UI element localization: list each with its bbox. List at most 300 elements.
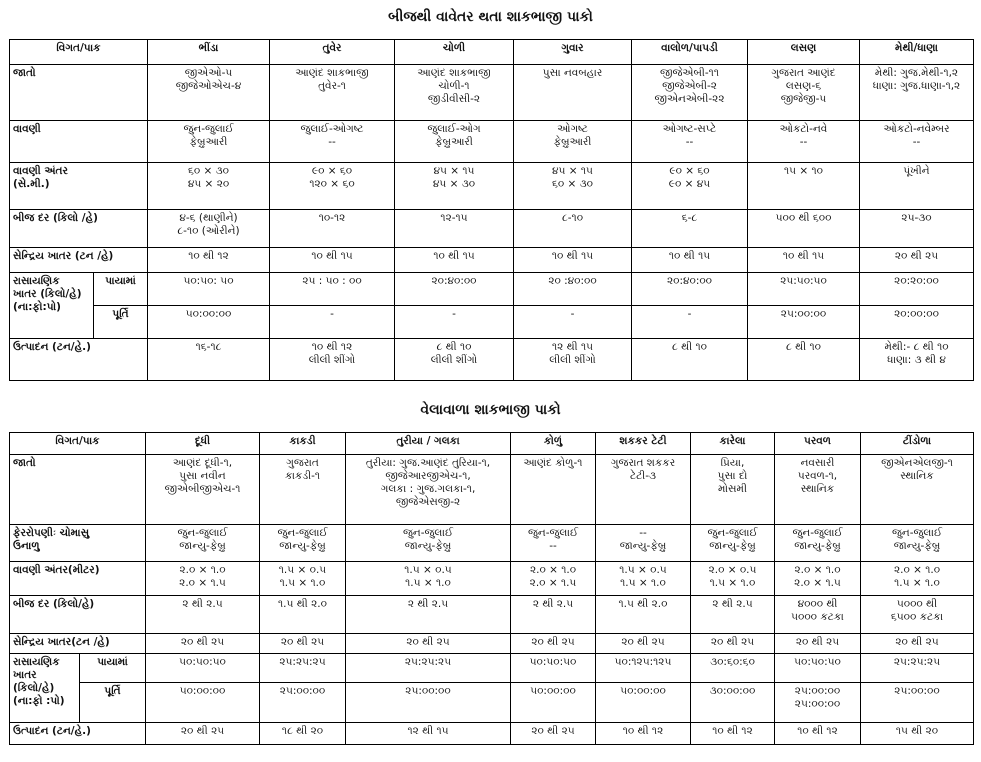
cell-line: જુન-જુલાઈ (277, 527, 328, 539)
cell-line: ૨૦ થી ૨૫ (894, 250, 939, 262)
cell-line: ૪૫ × ૧૫ (433, 165, 475, 177)
cell-line: ૨૫:૫૦:૫૦ (780, 275, 827, 287)
table-cell (270, 273, 395, 306)
table-cell (748, 65, 860, 121)
cell-line: ૧૦ થી ૧૨ (712, 725, 753, 737)
cell-line: -- (912, 136, 921, 148)
cell-line: ૫૦:૫૦: ૫૦ (183, 275, 234, 287)
cell-line: ૧૦ થી ૧૫ (551, 250, 594, 262)
cell-line: તુરીયા: ગુજ.આણંદ તુરિયા-૧, (365, 457, 491, 469)
cell-line: આણંદ દૂધી-૧, (172, 457, 233, 469)
table1-header-label: વિગત/પાક (10, 40, 148, 65)
cell-line: ઉનાળુ (13, 540, 40, 552)
table-cell (861, 455, 974, 525)
row-label: જાતો (10, 455, 146, 525)
cell-line: ગુજરાત શકકર (610, 457, 676, 469)
crop-header: મેથી/ધાણા (860, 40, 974, 65)
cell-line: મોસમી (718, 483, 747, 495)
table-cell (146, 562, 260, 596)
cell-line: જુન-જુલાઈ (527, 527, 579, 539)
cell-line: ૨૫:૨૫:૨૫ (404, 656, 452, 668)
sub-label: પૂર્તિ (80, 683, 146, 723)
table-cell (260, 455, 346, 525)
cell-line: ૨૦:૪૦:૦૦ (666, 275, 713, 287)
cell-line: સ્થાનિક (800, 483, 835, 495)
table-cell (146, 455, 260, 525)
cell-line: ૧૫ × ૧૦ (784, 165, 823, 177)
table-cell (146, 683, 260, 723)
cell-line: જુન-જુલાઈ (177, 527, 228, 539)
sub-label: પાયામાં (94, 273, 148, 306)
cell-line: મેથી:- ૮ થી ૧૦ (884, 341, 949, 353)
crop-header: વાલોળ/પાપડી (632, 40, 748, 65)
table-cell (395, 65, 514, 121)
table-cell (861, 634, 974, 654)
crop-header: તુરીયા / ગલકા (346, 433, 511, 455)
cell-line: જીએનએબી-૨૨ (654, 93, 725, 105)
table-cell (148, 121, 270, 163)
table-cell (346, 455, 511, 525)
cell-line: ૪૫ × ૩૦ (432, 178, 476, 190)
cell-line: ૯૦ × ૬૦ (311, 165, 353, 177)
table-cell (146, 525, 260, 562)
table-cell (270, 65, 395, 121)
cell-line: ૫૦૦ થી ૬૦૦ (775, 212, 832, 224)
table2-row-spacing (10, 562, 974, 596)
cell-line: ૧.૫ × ૦.૫ (278, 564, 327, 576)
sub-label: પૂર્તિ (94, 306, 148, 339)
table-cell (511, 455, 596, 525)
cell-line: લીલી શીંગો (308, 354, 356, 366)
table-cell (148, 339, 270, 381)
cell-line: ૧૬-૧૮ (195, 341, 222, 353)
table-cell (514, 163, 632, 210)
table2-header-label: વિગત/પાક (10, 433, 146, 455)
cell-line: ૩૦:૬૦:૬૦ (710, 656, 755, 668)
cell-line: ૫૦:૫૦:૫૦ (179, 656, 226, 668)
cell-line: ૧૦ થી ૧૫ (433, 250, 475, 262)
table-cell (514, 339, 632, 381)
table-cell (260, 654, 346, 683)
cell-line: ૯૦ × ૪૫ (668, 178, 711, 190)
table-cell (596, 596, 691, 634)
crop-header: કોળું (511, 433, 596, 455)
table-cell (395, 121, 514, 163)
table-cell (270, 248, 395, 273)
table-cell (748, 210, 860, 248)
table-cell (596, 634, 691, 654)
cell-line: ૨.૦ × ૦.૫ (708, 564, 757, 576)
table2-row-organic-manure (10, 634, 974, 654)
table1-row-fertilizer-basal (10, 273, 974, 306)
cell-line: મેથી: ગુજ.મેથી-૧,૨ (874, 67, 959, 79)
table-cell (632, 210, 748, 248)
cell-line: ૨.૦ × ૧.૫ (529, 577, 577, 589)
cell-line: ૬૫૦૦ કટકા (890, 611, 944, 623)
cell-line: ૧.૫ થી ૨.૦ (618, 598, 668, 610)
cell-line: ૨૦ થી ૨૫ (621, 636, 665, 648)
crop-header: પરવળ (775, 433, 861, 455)
cell-line: (ના:ફો :પો) (13, 695, 65, 707)
cell-line: ૧૦ થી ૧૨ (188, 250, 229, 262)
cell-line: -- (328, 136, 336, 148)
table-cell (632, 273, 748, 306)
table-cell (514, 65, 632, 121)
table-cell (260, 562, 346, 596)
table2-row-fertilizer-topdress (10, 683, 974, 723)
cell-line: ધાણા: ૩ થી ૪ (887, 354, 946, 366)
table-cell (691, 634, 775, 654)
table-cell (146, 654, 260, 683)
cell-line: ૨૫:૦૦:૦૦ (794, 685, 841, 697)
cell-line: રાસાયણિક (13, 656, 60, 668)
table-cell (775, 683, 861, 723)
table-cell (860, 163, 974, 210)
table-cell (775, 654, 861, 683)
row-label: વાવણી (10, 121, 148, 163)
cell-line: પુસા નવીન (179, 470, 226, 482)
table2-row-seed-rate (10, 596, 974, 634)
cell-line: જુન-જુલાઈ (183, 123, 234, 135)
cell-line: ૧૮ થી ૨૦ (281, 725, 324, 737)
table-cell (860, 121, 974, 163)
cell-line: ૫૦:૫૦:૫૦ (794, 656, 841, 668)
cell-line: ૨૦ થી ૨૫ (180, 636, 225, 648)
cell-line: ૫૦:૫૦:૫૦ (529, 656, 577, 668)
cell-line: પુસા દો (717, 470, 748, 482)
table-cell (270, 210, 395, 248)
cell-line: ૬૦ × ૩૦ (188, 165, 229, 177)
table-cell (395, 163, 514, 210)
crop-header: લસણ (748, 40, 860, 65)
cell-line: જાન્યુ-ફેબ્રુ (179, 540, 226, 552)
cell-line: ગલકા : ગુજ.ગલકા-૧, (380, 483, 476, 495)
cell-line: ૪૫ × ૧૫ (552, 165, 593, 177)
table-cell (346, 634, 511, 654)
cell-line: જીએનએલજી-૧ (881, 457, 953, 469)
cell-line: આણંદ કોળુ-૧ (523, 457, 583, 469)
table-cell (146, 723, 260, 745)
cell-line: ૨૦ થી ૨૫ (280, 636, 325, 648)
cell-line: ફેરરોપણીઃ ચોમાસુ (13, 527, 90, 539)
cell-line: ૧૨૦ × ૬૦ (309, 178, 355, 190)
cell-line: ૨ થી ૨.૫ (532, 598, 574, 610)
table-cell (260, 683, 346, 723)
cell-line: ૨૦:૦૦:૦૦ (894, 308, 939, 320)
cell-line: ૫૦:૧૨૫:૧૨૫ (614, 656, 672, 668)
cell-line: જીડીવીસી-૨ (427, 93, 481, 105)
cell-line: જીજેઆરજીએચ-૧, (385, 470, 471, 482)
table-cell (775, 562, 861, 596)
cell-line: ૧૦ થી ૧૨ (311, 341, 353, 353)
cell-line: જુન-જુલાઈ (707, 527, 758, 539)
cell-line: ધાણા: ગુજ.ધાણા-૧,૨ (872, 80, 961, 92)
table1-row-yield (10, 339, 974, 381)
table-cell (632, 121, 748, 163)
cell-line: - (687, 308, 692, 320)
cell-line: રાસાયણિક (13, 275, 60, 287)
cell-line: પુસા નવબહાર (542, 67, 603, 79)
cell-line: ૫૦૦૦ કટકા (791, 611, 844, 623)
row-label: સેન્દ્રિય ખાતર(ટન /હે) (10, 634, 146, 654)
table-cell (596, 525, 691, 562)
cell-line: ૪-૬ (થાણીને) (179, 212, 238, 224)
table-cell (395, 306, 514, 339)
cell-line: ૫૦:૦૦:૦૦ (620, 685, 666, 697)
cell-line: ૨૦ થી ૨૫ (710, 636, 755, 648)
cell-line: જુલાઈ-ઓગષ્ટ (300, 123, 364, 135)
table1-row-spacing (10, 163, 974, 210)
table-cell (511, 654, 596, 683)
cell-line: ૨ થી ૨.૫ (712, 598, 753, 610)
cell-line: -- (549, 540, 557, 552)
table-cell (260, 723, 346, 745)
cell-line: ફેબ્રુઆરી (435, 136, 473, 148)
table2-row-transplanting (10, 525, 974, 562)
crop-header: કારેલા (691, 433, 775, 455)
table-cell (346, 654, 511, 683)
table-cell (860, 248, 974, 273)
row-label (10, 525, 146, 562)
table-cell (148, 273, 270, 306)
cell-line: ૧૦-૧૨ (318, 212, 346, 224)
row-label: બીજ દર (કિલો /હે) (10, 210, 148, 248)
table-cell (691, 596, 775, 634)
table-cell (691, 455, 775, 525)
cell-line: ૧.૫ થી ૨.૦ (278, 598, 327, 610)
table-cell (514, 248, 632, 273)
cell-line: ખાતર (13, 669, 37, 681)
cell-line: ફેબ્રુઆરી (553, 136, 592, 148)
cell-line: આણંદ શાકભાજી (417, 67, 491, 79)
cell-line: ૨.૦ × ૧.૦ (893, 564, 941, 576)
table-cell (146, 596, 260, 634)
cell-line: ૨૫:૨૫:૨૫ (279, 656, 326, 668)
cell-line: ૬-૮ (681, 212, 698, 224)
cell-line: ઓગષ્ટ (557, 123, 588, 135)
row-label: ઉત્પાદન (ટન/હે.) (10, 339, 148, 381)
table-cell (632, 163, 748, 210)
table1-title: બીજથી વાવેતર થતા શાકભાજી પાકો (388, 9, 593, 25)
cell-line: ટેટી-૩ (629, 470, 656, 482)
cell-line: ઓગષ્ટ-સપ્ટે (662, 123, 717, 135)
cell-line: ૬૦ × ૩૦ (552, 178, 593, 190)
cell-line: (ના:ફો:પો) (13, 301, 61, 313)
crop-header: કાકડી (260, 433, 346, 455)
cell-line: ૧૨ થી ૧૫ (551, 341, 594, 353)
cell-line: જાન્યુ-ફેબ્રુ (279, 540, 326, 552)
table-cell (860, 339, 974, 381)
table-cell (511, 525, 596, 562)
cell-line: સ્થાનિક (900, 470, 934, 482)
table-cell (860, 65, 974, 121)
cell-line: જીજેએસજી-૨ (395, 496, 461, 508)
table2-row-fertilizer-basal (10, 654, 974, 683)
cell-line: ઓકટો-નવે (779, 123, 828, 135)
table-cell (861, 596, 974, 634)
crop-header: ગુવાર (514, 40, 632, 65)
cell-line: ૧.૫ × ૦.૫ (619, 564, 667, 576)
cell-line: ૧૦ થી ૧૨ (622, 725, 664, 737)
table-cell (860, 210, 974, 248)
cell-line: જાન્યુ-ફેબ્રુ (619, 540, 667, 552)
cell-line: લસણ-૬ (785, 80, 822, 92)
cell-line: ૨૫:૦૦:૦૦ (780, 308, 827, 320)
cell-line: ૨.૦ × ૧.૫ (794, 577, 841, 589)
table1-row-organic-manure (10, 248, 974, 273)
cell-line: ૨૦:૨૦:૦૦ (894, 275, 939, 287)
table-cell (395, 248, 514, 273)
cell-line: ૪૦૦૦ થી (797, 598, 838, 610)
cell-line: ૨૦ થી ૨૫ (531, 725, 575, 737)
table-cell (514, 121, 632, 163)
cell-line: લીલી શીંગો (430, 354, 478, 366)
table-cell (346, 525, 511, 562)
cell-line: ૨૫:૦૦:૦૦ (894, 685, 940, 697)
table-cell (596, 455, 691, 525)
table-cell (148, 210, 270, 248)
table-cell (596, 654, 691, 683)
cell-line: ૧.૫ × ૧.૦ (709, 577, 756, 589)
table-cell (632, 306, 748, 339)
crop-header: દૂધી (146, 433, 260, 455)
cell-line: ૯૦ × ૬૦ (669, 165, 710, 177)
table-cell (514, 306, 632, 339)
table-cell (861, 723, 974, 745)
cell-line: ૨૫:૨૫:૨૫ (893, 656, 941, 668)
cell-line: જાન્યુ-ફેબ્રુ (794, 540, 841, 552)
cell-line: પૂંખીને (903, 165, 930, 177)
row-label: સેન્દ્રિય ખાતર (ટન /હે) (10, 248, 148, 273)
cell-line: ૫૦:૦૦:૦૦ (185, 308, 232, 320)
table1-header-row (10, 40, 974, 65)
table-cell (511, 562, 596, 596)
cell-line: ૫૦૦૦ થી (896, 598, 938, 610)
cell-line: જીએબીજીએચ-૧ (164, 483, 241, 495)
cell-line: ૨.૦ × ૧.૫ (179, 577, 226, 589)
cell-line: ૨૫:૦૦:૦૦ (405, 685, 451, 697)
cell-line: ગુજરાત આણંદ (771, 67, 836, 79)
cell-line: ૮-૧૦ (ઓરીને) (177, 225, 240, 237)
table-cell (511, 683, 596, 723)
cell-line: તુવેર-૧ (318, 80, 346, 92)
crop-header: ટીંડોળા (861, 433, 974, 455)
cell-line: જીજેજી-૫ (780, 93, 827, 105)
table-cell (691, 683, 775, 723)
table-cell (748, 248, 860, 273)
cell-line: (કિલો/હે) (13, 682, 55, 694)
cell-line: ૨૦ થી ૨૫ (180, 725, 225, 737)
table-cell (861, 654, 974, 683)
row-label (10, 273, 94, 339)
table-cell (775, 596, 861, 634)
cell-line: ઓકટો-નવેમ્બર (883, 123, 950, 135)
table-cell (861, 562, 974, 596)
cell-line: જાન્યુ-ફેબ્રુ (709, 540, 756, 552)
cell-line: જુન-જુલાઈ (891, 527, 943, 539)
cell-line: ૮-૧૦ (561, 212, 584, 224)
table-cell (346, 723, 511, 745)
cell-line: પ્રિયા, (720, 457, 745, 469)
cell-line: જુન-જુલાઈ (792, 527, 843, 539)
cell-line: ફેબ્રુઆરી (189, 136, 228, 148)
cell-line: નવસારી (800, 457, 835, 469)
table-cell (748, 339, 860, 381)
cell-line: ૧૦ થી ૧૨ (797, 725, 838, 737)
cell-line: ૨૫ : ૫૦ : ૦૦ (302, 275, 362, 287)
cell-line: ૧૦ થી ૧૫ (782, 250, 825, 262)
cell-line: ૫૦:૦૦:૦૦ (179, 685, 226, 697)
cell-line: -- (639, 527, 647, 539)
cell-line: -- (799, 136, 808, 148)
row-label: ઉત્પાદન (ટન/હે.) (10, 723, 146, 745)
cell-line: ૧૨-૧૫ (440, 212, 468, 224)
table-cell (511, 723, 596, 745)
crop-header: તુવેર (270, 40, 395, 65)
table2-row-varieties (10, 455, 974, 525)
cell-line: જુલાઈ-ઓગ (427, 123, 481, 135)
table-cell (632, 65, 748, 121)
table-cell (632, 248, 748, 273)
table2-title: વેલાવાળા શાકભાજી પાકો (420, 402, 561, 418)
cell-line: ૨૦ થી ૨૫ (531, 636, 575, 648)
crop-header: ચોળી (395, 40, 514, 65)
table-cell (775, 525, 861, 562)
cell-line: ૪૫ × ૨૦ (187, 178, 230, 190)
table-cell (260, 525, 346, 562)
table-cell (346, 596, 511, 634)
table-cell (775, 455, 861, 525)
cell-line: આણંદ શાકભાજી (295, 67, 369, 79)
table-cell (775, 634, 861, 654)
cell-line: જીએઓ-૫ (184, 67, 233, 79)
table-cell (691, 562, 775, 596)
cell-line: ૧૫ થી ૨૦ (895, 725, 939, 737)
cell-line: - (570, 308, 575, 320)
table-cell (861, 683, 974, 723)
cell-line: ૨ થી ૨.૫ (182, 598, 223, 610)
seed-sown-vegetables-table (9, 39, 974, 381)
table1-row-varieties (10, 65, 974, 121)
table-cell (861, 525, 974, 562)
table-cell (270, 163, 395, 210)
cell-line: લીલી શીંગો (549, 354, 596, 366)
table1-row-fertilizer-topdress (10, 306, 974, 339)
cell-line: ૧.૫ × ૧.૦ (279, 577, 326, 589)
table-cell (148, 306, 270, 339)
cell-line: ૧.૫ × ૧.૦ (620, 577, 666, 589)
table-cell (860, 273, 974, 306)
cell-line: ૫૦:૦૦:૦૦ (530, 685, 576, 697)
table-cell (748, 163, 860, 210)
cell-line: ૧૦ થી ૧૫ (311, 250, 353, 262)
table2-header-row (10, 433, 974, 455)
cell-line: ૮ થી ૧૦ (786, 341, 821, 353)
row-label (10, 163, 148, 210)
cell-line: જાન્યુ-ફેબ્રુ (404, 540, 452, 552)
cell-line: વાવણી અંતર (13, 165, 68, 177)
table-cell (346, 562, 511, 596)
cell-line: ૨.૦ × ૧.૦ (794, 564, 841, 576)
table-cell (860, 306, 974, 339)
cell-line: ૨૦:૪૦:૦૦ (431, 275, 477, 287)
vine-vegetables-table (9, 432, 974, 745)
cell-line: ૨૫:૦૦:૦૦ (794, 698, 841, 710)
table-cell (148, 163, 270, 210)
table-cell (691, 723, 775, 745)
cell-line: પરવળ-૧, (797, 470, 838, 482)
table-cell (148, 248, 270, 273)
